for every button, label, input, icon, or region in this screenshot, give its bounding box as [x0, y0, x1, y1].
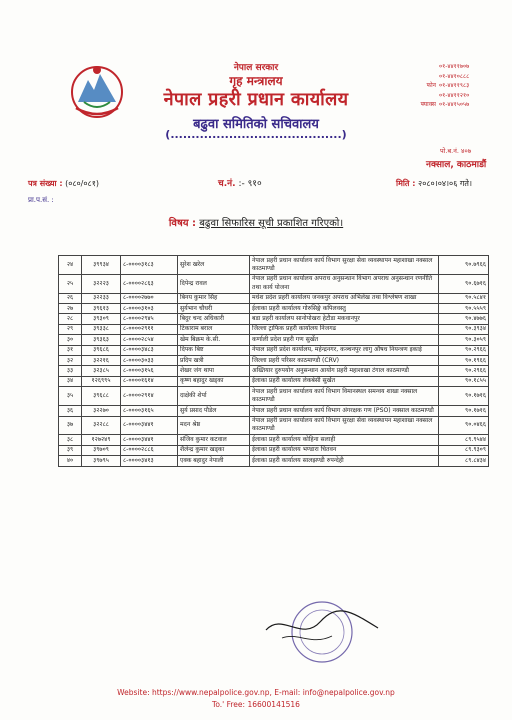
score-value: ९०.५८४१: [439, 293, 489, 303]
code-number: ८-००००३१०३: [121, 304, 178, 314]
person-name: बिदुर चन्द अधिकारी: [178, 314, 250, 324]
code-number: ८-००००३४४१: [121, 435, 178, 445]
office-name: मधेश प्रदेश प्रहरी कार्यालय जनकपुर अपराध अभिलेख तथा विश्लेषण शाखा: [250, 293, 439, 303]
score-value: ९०.६७१६: [439, 274, 489, 293]
code-number: ८-००००२९४५: [121, 314, 178, 324]
subject-line: विषय : बढुवा सिफारिस सूची प्रकाशित गरिएको।: [168, 218, 344, 229]
serial-number: ३०: [59, 335, 82, 345]
score-value: ९०.२९६६: [439, 366, 489, 376]
id-number: ३९६८६: [82, 345, 121, 355]
contact-block: ०१-४४११७०७ ०१-४४१०८८८ फोन ०१-४४११९८३ ०१-४४११२१० फ्याक्स ०१-४४१५०५७: [420, 63, 470, 108]
serial-number: ३८: [59, 435, 82, 445]
code-number: ८-००००३४८३: [121, 345, 178, 355]
code-number: ८-००००२८८६: [121, 445, 178, 455]
table-row: [59, 356, 489, 366]
serial-number: २८: [59, 314, 82, 324]
score-value: ९०.१७१६: [439, 387, 489, 406]
code-number: ८-००००३१६५: [121, 406, 178, 416]
person-name: शैलेन्द्र कुमार खड्का: [178, 445, 250, 455]
serial-number: ४०: [59, 456, 82, 466]
id-number: ३९३३८: [82, 324, 121, 334]
score-value: ८९.८४३४: [439, 456, 489, 466]
po-box: पो.ब.नं. ४०७: [440, 147, 472, 155]
person-name: मदन श्रेष्ठ: [178, 416, 250, 435]
office-name: जिल्ला प्रहरी परिसर काठमाण्डौ (CRV): [250, 356, 439, 366]
score-value: ९०.१९६६: [439, 356, 489, 366]
table-row: [59, 366, 489, 376]
office-location: नक्साल, काठमाडौं: [426, 160, 487, 170]
office-name: नेपाल प्रहरी प्रधान कार्यालय अपराध अनुसन्धान विभाग अपराध अनुसन्धान रणनीति तथा कार्य योजना: [250, 274, 439, 293]
table-row: [59, 304, 489, 314]
office-name: नेपाल प्रहरी प्रधान कार्यालय कार्य विभाग विमानस्थल समन्वय शाखा नक्साल काठमाण्डौ: [250, 387, 439, 406]
id-number: ३९६८८: [82, 387, 121, 406]
table-row: [59, 387, 489, 406]
score-value: ९०.१८५५: [439, 376, 489, 386]
office-name: ईलाका प्रहरी कार्यालय गोरुसिङ्गे कपिलवस्तु: [250, 304, 439, 314]
office-name: नेपाल प्रहरी प्रदेश कार्यालय, महेन्द्रनगर, कञ्चनपुर लागु औषध नियन्त्रण इकाई: [250, 345, 439, 355]
score-value: ८९.९३०९: [439, 445, 489, 455]
score-value: ९०.०४६६: [439, 416, 489, 435]
serial-number: ३६: [59, 406, 82, 416]
phone-number: ०१-४४१०८८८: [439, 72, 470, 80]
letter-number: पत्र संख्या : (०८०/०८१): [28, 179, 99, 188]
score-value: ९०.४७७६: [439, 314, 489, 324]
table-row: [59, 376, 489, 386]
code-number: ८-००००२८५४: [121, 335, 178, 345]
code-number: ८-००००२७७०: [121, 293, 178, 303]
table-row: [59, 445, 489, 455]
person-name: सुर्यभान चौधरी: [178, 304, 250, 314]
id-number: ३९३०९: [82, 314, 121, 324]
table-row: [59, 293, 489, 303]
table-row: [59, 456, 489, 466]
office-name: जिल्ला ट्राफिक प्रहरी कार्यालय निजगढ: [250, 324, 439, 334]
serial-number: ३५: [59, 387, 82, 406]
promotion-table: [58, 255, 489, 467]
government-label: नेपाल सरकार: [233, 63, 279, 73]
code-number: ८-००००३४४१: [121, 416, 178, 435]
serial-number: २६: [59, 293, 82, 303]
score-value: ८९.९५४४: [439, 435, 489, 445]
phone-number: ०१-४४११७०७: [439, 63, 470, 70]
id-number: ३९७०९: [82, 445, 121, 455]
serial-number: ३२: [59, 356, 82, 366]
ministry-label: गृह मन्त्रालय: [229, 74, 283, 88]
dispatch-number: च.नं. :- ९१०: [218, 179, 262, 189]
committee-title: बढुवा समितिको सचिवालय: [193, 117, 319, 132]
fax-number: ०१-४४१५०५७: [439, 101, 470, 108]
person-name: शेखर जंग थापा: [178, 366, 250, 376]
serial-number: ३३: [59, 366, 82, 376]
phone-number: ०१-४४११९८३: [439, 82, 470, 89]
person-name: कृष्ण बहादुर खड्का: [178, 376, 250, 386]
score-value: ९०.१७१६: [439, 406, 489, 416]
table-row: [59, 335, 489, 345]
serial-number: ३४: [59, 376, 82, 386]
person-name: एक्क बहादुर नेपाली: [178, 456, 250, 466]
id-number: ३२३८५: [82, 366, 121, 376]
score-value: ९०.५५५९: [439, 304, 489, 314]
office-name: नेपाल प्रहरी प्रधान कार्यालय कार्य विभाग सुरक्षा सेवा व्यवस्थापन महाशाखा नक्साल काठमाण्डौ: [250, 256, 439, 275]
office-title: नेपाल प्रहरी प्रधान कार्यालय: [163, 89, 349, 110]
score-value: ९०.३०५९: [439, 335, 489, 345]
person-name: सुर्य प्रसाद पौडेल: [178, 406, 250, 416]
id-number: ३२२७०: [82, 406, 121, 416]
table-row: [59, 406, 489, 416]
score-value: ९०.२९६६: [439, 345, 489, 355]
score-value: ९०.७९६६: [439, 256, 489, 275]
table-row: [59, 256, 489, 275]
serial-number: ३१: [59, 345, 82, 355]
person-name: दिपेन्द्र रावल: [178, 274, 250, 293]
id-number: ३२२२३: [82, 274, 121, 293]
id-number: १२७२४९: [82, 435, 121, 445]
person-name: टिकाराम बराल: [178, 324, 250, 334]
office-name: ईलाका प्रहरी कार्यालय कोहिना सलाही: [250, 435, 439, 445]
code-number: ८-००००२९१४: [121, 387, 178, 406]
office-name: कर्णाली प्रदेश प्रहरी गण सुर्खेत: [250, 335, 439, 345]
office-name: नेपाल प्रहरी प्रधान कार्यालय कार्य विभाग अंगरक्षक गण (PSO) नक्साल काठमाण्डौ: [250, 406, 439, 416]
footer-tollfree: To.' Free: 16600141516: [212, 700, 300, 709]
code-number: ८-००००२८६३: [121, 274, 178, 293]
code-number: ८-००००३०३३: [121, 356, 178, 366]
serial-number: २७: [59, 304, 82, 314]
serial-number: ३७: [59, 416, 82, 435]
id-number: ३२२३३: [82, 293, 121, 303]
id-number: ३२२८८: [82, 416, 121, 435]
person-name: सुरेश खरेल: [178, 256, 250, 275]
code-number: ८-००००३४१३: [121, 456, 178, 466]
person-name: प्रदिप खत्री: [178, 356, 250, 366]
person-name: खेम बिक्रम के.सी.: [178, 335, 250, 345]
office-name: ईलाका प्रहरी कार्यालय लेकबेसी सुर्खेत: [250, 376, 439, 386]
code-number: ८-००००२९११: [121, 324, 178, 334]
office-name: बडा प्रहरी कार्यालय सानोपोखरा हेटौडा मकवानपुर: [250, 314, 439, 324]
table-row: [59, 345, 489, 355]
committee-placeholder: (.........................................): [165, 128, 347, 141]
table-row: [59, 324, 489, 334]
letter-date: मिति : २०८०।०४।०६ गते।: [396, 179, 473, 188]
serial-number: ३९: [59, 445, 82, 455]
serial-number: २९: [59, 324, 82, 334]
office-name: नेपाल प्रहरी प्रधान कार्यालय कार्य विभाग सुरक्षा सेवा व्यवस्थापन महाशाखा नक्साल काठमाण्डौ: [250, 416, 439, 435]
code-number: ८-००००१६१४: [121, 376, 178, 386]
person-name: बिनय कुमार सिंह: [178, 293, 250, 303]
footer-website: Website: https://www.nepalpolice.gov.np, E-mail: info@nepalpolice.gov.np: [117, 688, 395, 697]
serial-number: २४: [59, 256, 82, 275]
person-name: दाक्षेकी शेर्पा: [178, 387, 250, 406]
person-name: संजिव कुमार कटवाल: [178, 435, 250, 445]
office-name: ईलाका प्रहरी कार्यालय भण्डारा चितवन: [250, 445, 439, 455]
official-stamp-signature: [262, 592, 382, 672]
code-number: ८-००००३१८३: [121, 256, 178, 275]
score-value: ९०.३९३४: [439, 324, 489, 334]
table-row: [59, 314, 489, 324]
phone-number: ०१-४४११२१०: [439, 91, 470, 99]
reference-label: प्रा.प.सं. :: [28, 196, 54, 204]
code-number: ८-००००३१५६: [121, 366, 178, 376]
id-number: ३९९३४: [82, 256, 121, 275]
person-name: दिपक बिष्ट: [178, 345, 250, 355]
id-number: ३२२१६: [82, 356, 121, 366]
office-name: ईलाका प्रहरी कार्यालय सालझण्डी रुपन्देही: [250, 456, 439, 466]
serial-number: २५: [59, 274, 82, 293]
id-number: ३९६१३: [82, 304, 121, 314]
office-name: अख्तियार दुरुपयोग अनुसन्धान आयोग प्रहरी महाशाखा टंगाल काठमाण्डौ: [250, 366, 439, 376]
id-number: ३९३६३: [82, 335, 121, 345]
table-row: [59, 416, 489, 435]
id-number: १२६९९५: [82, 376, 121, 386]
id-number: ३९७९५: [82, 456, 121, 466]
table-row: [59, 274, 489, 293]
table-row: [59, 435, 489, 445]
